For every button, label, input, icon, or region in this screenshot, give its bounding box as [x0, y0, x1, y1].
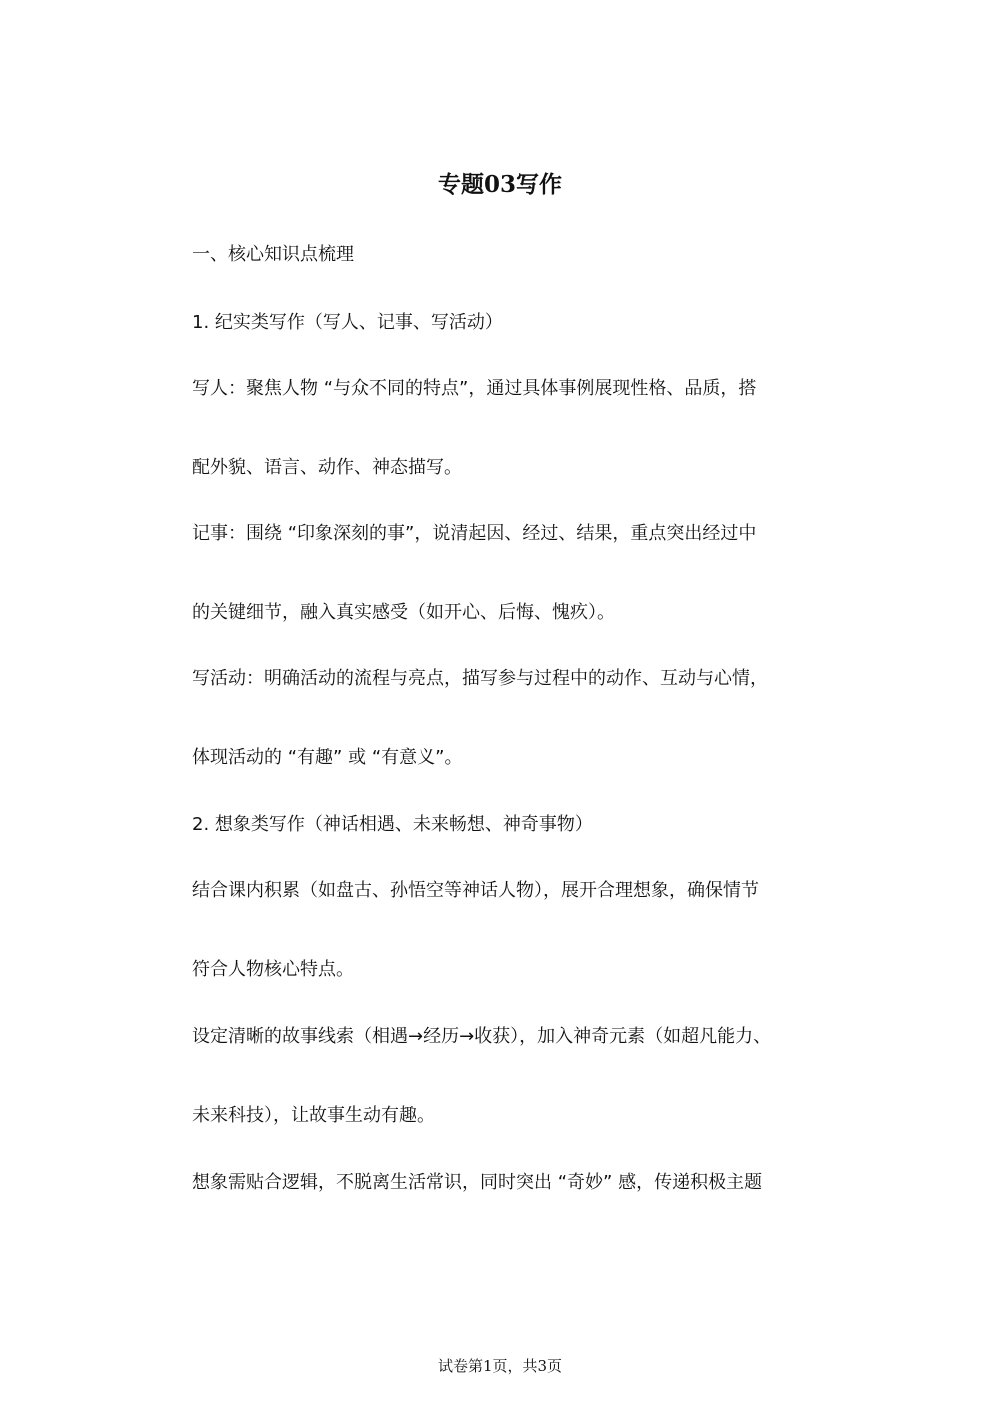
section-heading: 一、核心知识点梳理 [192, 244, 354, 265]
paragraph-line: 想象需贴合逻辑，不脱离生活常识，同时突出 “奇妙” 感，传递积极主题 [192, 1172, 763, 1193]
paragraph-line: 写活动：明确活动的流程与亮点，描写参与过程中的动作、互动与心情， [192, 668, 768, 689]
paragraph-line: 写人：聚焦人物 “与众不同的特点”，通过具体事例展现性格、品质，搭 [192, 378, 757, 399]
paragraph-line: 未来科技），让故事生动有趣。 [192, 1105, 435, 1126]
page-footer: 试卷第1页，共3页 [437, 1357, 563, 1375]
subsection-heading: 2. 想象类写作（神话相遇、未来畅想、神奇事物） [192, 814, 593, 835]
paragraph-line: 的关键细节，融入真实感受（如开心、后悔、愧疚）。 [192, 602, 615, 623]
paragraph-line: 设定清晰的故事线索（相遇→经历→收获），加入神奇元素（如超凡能力、 [192, 1026, 772, 1047]
page-title: 专题03写作 [437, 171, 562, 198]
paragraph-line: 符合人物核心特点。 [192, 959, 354, 980]
subsection-heading: 1. 纪实类写作（写人、记事、写活动） [192, 312, 503, 333]
paragraph-line: 配外貌、语言、动作、神态描写。 [192, 457, 462, 478]
paragraph-line: 记事：围绕 “印象深刻的事”，说清起因、经过、结果，重点突出经过中 [192, 523, 757, 544]
paragraph-line: 体现活动的 “有趣” 或 “有意义”。 [192, 747, 463, 768]
paragraph-line: 结合课内积累（如盘古、孙悟空等神话人物），展开合理想象，确保情节 [192, 880, 759, 901]
